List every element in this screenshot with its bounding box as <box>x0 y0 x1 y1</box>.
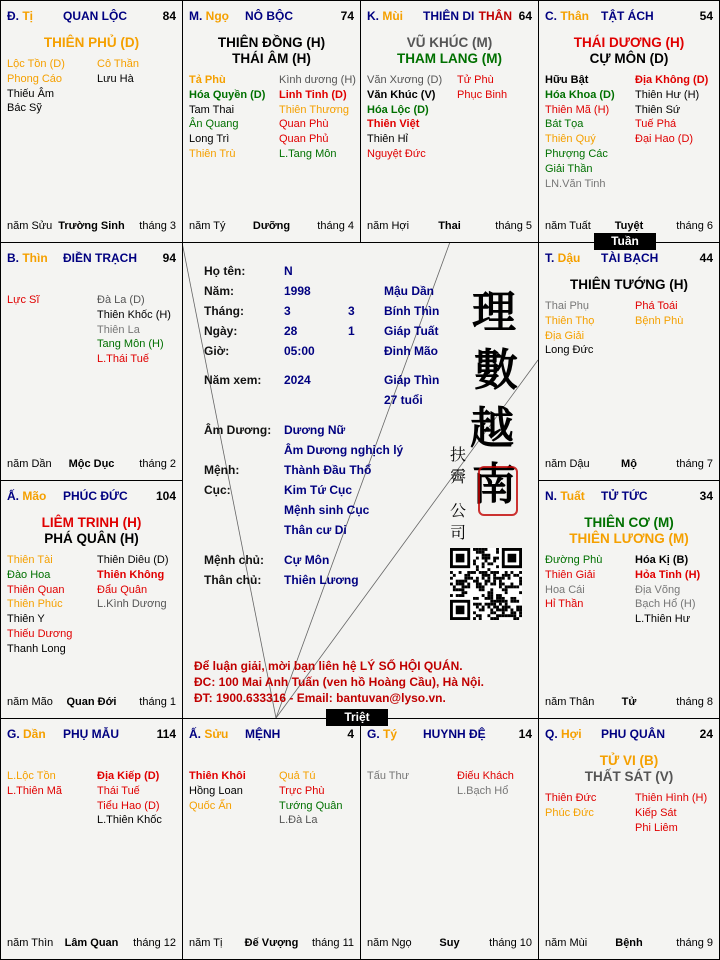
stamp-char: 公 <box>450 501 467 520</box>
info-canchi: Mậu Dần <box>384 284 435 298</box>
palace-year: năm Dần <box>7 458 52 470</box>
minor-star: Cô Thần <box>97 58 139 70</box>
main-star: THIÊN PHỦ (D) <box>43 35 140 50</box>
palace-year: năm Mùi <box>545 937 588 949</box>
palace-month: tháng 10 <box>489 937 532 949</box>
minor-star: Kình dương (H) <box>279 74 356 86</box>
palace-number: 54 <box>699 9 713 23</box>
palace-footer <box>545 220 713 234</box>
minor-star: Thiên Khốc (H) <box>97 308 171 321</box>
cuc-relation: Mệnh sinh Cục <box>284 503 370 517</box>
palace-cell[interactable] <box>538 242 720 481</box>
palace-number: 84 <box>162 9 176 23</box>
palace-cell[interactable] <box>0 718 183 960</box>
calligraphy-char: 南 <box>472 459 516 510</box>
contact-line: Để luận giải, mời bạn liên hệ LÝ SỐ HỘI QUÁN. <box>194 659 463 673</box>
stamp-char: 霽 <box>450 467 467 486</box>
info-label: Ngày: <box>204 324 238 338</box>
minor-star: Thiên Giải <box>545 568 596 581</box>
minor-star: Bạch Hổ (H) <box>635 598 696 611</box>
palace-cycle: Thai <box>438 220 461 232</box>
palace-header <box>189 725 354 741</box>
palace-header <box>7 725 176 741</box>
tuan-marker: Tuần <box>594 233 656 250</box>
minor-star: Lưu Hà <box>97 72 134 85</box>
minor-star: Hỉ Thần <box>545 598 584 611</box>
palace-header <box>545 7 713 23</box>
am-duong-relation: Âm Dương nghịch lý <box>284 443 404 457</box>
palace-cell[interactable] <box>0 480 183 719</box>
menh-value: Thành Đầu Thổ <box>284 463 372 477</box>
minor-star: Hỏa Tinh (H) <box>635 568 701 581</box>
palace-cell[interactable] <box>360 718 539 960</box>
palace-cycle: Bệnh <box>615 937 643 949</box>
palace-cycle: Mộc Dục <box>68 458 115 470</box>
minor-star: Tướng Quân <box>279 799 343 812</box>
minor-star: Long Trì <box>189 133 230 146</box>
main-star: THIÊN TƯỚNG (H) <box>570 277 688 292</box>
qr-code <box>450 548 522 620</box>
palace-year: năm Tý <box>189 220 226 232</box>
info-canchi: Đinh Mão <box>384 344 438 358</box>
palace-footer <box>7 696 176 710</box>
minor-star: Linh Tinh (D) <box>279 88 347 101</box>
palace-year: năm Ngọ <box>367 937 412 949</box>
palace-year: năm Sửu <box>7 220 53 232</box>
minor-star: Tuế Phá <box>635 118 677 131</box>
palace-cell[interactable] <box>182 718 361 960</box>
minor-star: Thiên Tài <box>7 554 53 566</box>
palace-branch: Ấ. Sửu <box>189 727 229 741</box>
minor-star: Bác Sỹ <box>7 102 42 115</box>
palace-year: năm Hợi <box>367 220 410 232</box>
main-star: THÁI DƯƠNG (H) <box>573 35 685 50</box>
palace-month: tháng 8 <box>676 696 713 708</box>
minor-star: Thiên Y <box>7 613 45 626</box>
calligraphy-char: 越 <box>470 403 514 454</box>
palace-cell[interactable] <box>538 480 720 719</box>
palace-cell[interactable] <box>182 0 361 243</box>
palace-header <box>367 7 532 23</box>
minor-star: Ân Quang <box>189 118 239 131</box>
minor-star: Hóa Quyền (D) <box>189 88 266 101</box>
triet-marker: Triệt <box>326 709 388 726</box>
menh-chu-label: Mệnh chủ: <box>204 553 264 567</box>
palace-header <box>7 487 176 503</box>
minor-star: Thiên Sứ <box>635 103 681 116</box>
minor-star: Thiên Quan <box>7 583 65 596</box>
main-star: THIÊN CƠ (M) <box>584 515 674 530</box>
palace-year: năm Thìn <box>7 937 54 949</box>
main-stars <box>539 277 719 293</box>
palace-cycle: Đế Vượng <box>244 937 299 949</box>
contact-address: ĐC: 100 Mai Anh Tuấn (ven hồ Hoàng Cầu), Hà Nội. <box>194 675 485 689</box>
minor-star: Thiên Không <box>97 568 165 581</box>
main-stars <box>539 753 719 785</box>
minor-star: Phục Binh <box>457 88 508 101</box>
info-label: Giờ: <box>204 344 230 358</box>
palace-branch: C. Thân <box>545 9 590 23</box>
than-marker: THÂN <box>478 9 512 23</box>
palace-cycle: Suy <box>439 937 460 949</box>
palace-cell[interactable] <box>0 0 183 243</box>
than-position: Thân cư Di <box>284 523 347 537</box>
info-label: Năm: <box>204 284 235 298</box>
minor-star: L.Đà La <box>279 814 318 827</box>
minor-star: Thiên La <box>97 323 140 336</box>
cuc-label: Cục: <box>204 483 231 497</box>
minor-star: Phi Liêm <box>635 821 678 834</box>
minor-star: Bệnh Phù <box>635 314 684 327</box>
main-star: THAM LANG (M) <box>397 51 502 66</box>
minor-star: Trực Phù <box>279 784 325 797</box>
palace-number: 24 <box>699 727 713 741</box>
palace-year: năm Tuất <box>545 220 591 232</box>
palace-month: tháng 5 <box>495 220 532 232</box>
minor-star: Hóa Khoa (D) <box>545 88 615 101</box>
minor-star: Thiên Khôi <box>189 770 246 782</box>
minor-star: Tiểu Hao (D) <box>97 799 160 812</box>
am-duong-label: Âm Dương: <box>204 423 272 437</box>
main-star: THIÊN LƯƠNG (M) <box>569 531 689 546</box>
minor-star: Thái Tuế <box>97 784 140 797</box>
minor-star: Quan Phủ <box>279 133 329 146</box>
minor-star: Phượng Các <box>545 147 608 160</box>
info-canchi: Bính Thìn <box>384 304 440 318</box>
info-canchi: Giáp Tuất <box>384 324 439 338</box>
minor-star: Lộc Tồn (D) <box>7 58 65 70</box>
palace-branch: T. Dậu <box>545 251 581 265</box>
palace-name: TẬT ÁCH <box>601 9 654 23</box>
calligraphy-char: 數 <box>474 345 518 396</box>
minor-star: Phong Cáo <box>7 72 63 85</box>
main-stars <box>361 35 538 67</box>
main-stars <box>539 515 719 547</box>
minor-star: Quả Tú <box>279 770 316 782</box>
palace-cell[interactable] <box>0 242 183 481</box>
palace-name: TÀI BẠCH <box>601 251 659 265</box>
info-lunar-value: 1 <box>348 324 355 338</box>
palace-branch: Q. Hợi <box>545 727 582 741</box>
info-value: 1998 <box>284 284 311 298</box>
minor-star: Thiếu Dương <box>7 627 73 640</box>
minor-star: Văn Khúc (V) <box>367 88 436 101</box>
red-stamp <box>478 466 518 516</box>
palace-name: HUYNH ĐỆ <box>423 727 486 741</box>
palace-header <box>367 725 532 741</box>
palace-number: 114 <box>156 727 176 741</box>
palace-number: 104 <box>155 489 176 503</box>
minor-star: Thiên Hỉ <box>367 133 408 146</box>
palace-footer <box>545 696 713 710</box>
minor-star: Đào Hoa <box>7 568 51 581</box>
palace-number: 44 <box>699 251 713 265</box>
info-value: 2024 <box>284 373 311 387</box>
minor-star: Hồng Loan <box>189 784 243 797</box>
palace-month: tháng 2 <box>139 458 176 470</box>
minor-star: Lực Sĩ <box>7 294 40 306</box>
stamp-char: 司 <box>450 523 467 542</box>
palace-cycle: Dưỡng <box>252 220 291 232</box>
main-stars <box>1 35 182 51</box>
stamp-char: 扶 <box>450 445 467 464</box>
palace-branch: B. Thìn <box>7 251 48 265</box>
main-star: LIÊM TRINH (H) <box>41 515 142 530</box>
than-chu-value: Thiên Lương <box>284 573 359 587</box>
than-chu-label: Thân chủ: <box>204 573 262 587</box>
am-duong-value: Dương Nữ <box>284 423 346 437</box>
minor-star: Thiên Việt <box>367 118 420 131</box>
palace-cycle: Lâm Quan <box>64 937 119 949</box>
info-lunar-value: 3 <box>348 304 355 318</box>
palace-number: 4 <box>347 727 354 741</box>
main-star: TỬ VI (B) <box>599 753 659 768</box>
minor-star: Văn Xương (D) <box>367 74 443 86</box>
palace-footer <box>189 220 354 234</box>
main-stars <box>1 515 182 547</box>
palace-header <box>545 249 713 265</box>
palace-number: 94 <box>162 251 176 265</box>
palace-cycle: Mộ <box>621 458 637 470</box>
palace-header <box>7 7 176 23</box>
palace-month: tháng 9 <box>676 937 713 949</box>
minor-star: LN.Văn Tinh <box>545 177 606 190</box>
palace-branch: Đ. Tị <box>7 9 34 23</box>
palace-month: tháng 12 <box>133 937 176 949</box>
palace-footer <box>367 220 532 234</box>
palace-month: tháng 4 <box>317 220 354 232</box>
minor-star: Thiên Trù <box>189 147 236 160</box>
palace-name: TỬ TỨC <box>601 489 648 503</box>
palace-name: ĐIỀN TRẠCH <box>63 251 137 265</box>
palace-branch: G. Tý <box>367 727 398 741</box>
minor-star: Đà La (D) <box>97 294 145 306</box>
palace-month: tháng 1 <box>139 696 176 708</box>
palace-name: PHỤ MẪU <box>63 727 119 741</box>
palace-year: năm Mão <box>7 696 53 708</box>
minor-star: Bát Tọa <box>545 118 584 131</box>
palace-month: tháng 3 <box>139 220 176 232</box>
palace-footer <box>7 458 176 472</box>
minor-star: Thiên Hình (H) <box>635 792 708 804</box>
minor-star: Hữu Bật <box>545 74 589 86</box>
palace-number: 74 <box>340 9 354 23</box>
palace-number: 64 <box>518 9 532 23</box>
minor-star: Quốc Ấn <box>189 799 232 812</box>
age-value: 27 tuổi <box>384 393 423 407</box>
info-label: Năm xem: <box>204 373 262 387</box>
palace-header <box>545 487 713 503</box>
palace-cycle: Trường Sinh <box>58 220 125 232</box>
main-star: CỰ MÔN (D) <box>589 51 669 66</box>
minor-star: Long Đức <box>545 344 594 357</box>
minor-star: Thiên Phúc <box>7 598 63 611</box>
palace-number: 14 <box>518 727 532 741</box>
minor-star: Thiên Quý <box>545 133 596 146</box>
palace-cell[interactable] <box>360 0 539 243</box>
minor-star: Địa Võng <box>635 583 681 596</box>
palace-cycle: Quan Đới <box>66 696 117 708</box>
minor-star: Đại Hao (D) <box>635 133 694 146</box>
palace-footer <box>367 937 532 951</box>
minor-star: Hóa Kị (B) <box>635 554 689 566</box>
info-value: N <box>284 264 293 278</box>
minor-star: Tam Thai <box>189 103 235 116</box>
main-star: THẤT SÁT (V) <box>584 769 674 784</box>
cuc-value: Kim Tứ Cục <box>284 483 353 497</box>
minor-star: Phá Toái <box>635 300 678 312</box>
palace-name: QUAN LỘC <box>63 9 127 23</box>
minor-star: Tấu Thư <box>367 770 410 782</box>
minor-star: Thiên Diêu (D) <box>97 554 169 566</box>
palace-branch: M. Ngọ <box>189 9 229 23</box>
palace-branch: Ấ. Mão <box>7 489 47 503</box>
minor-star: Tang Môn (H) <box>97 338 164 351</box>
palace-name: THIÊN DI <box>423 9 475 23</box>
palace-year: năm Tị <box>189 937 223 949</box>
palace-name: PHÚC ĐỨC <box>63 489 128 503</box>
info-value: 05:00 <box>284 344 315 358</box>
calligraphy-char: 理 <box>472 287 516 338</box>
minor-star: L.Thiên Hư <box>635 613 691 626</box>
palace-number: 34 <box>699 489 713 503</box>
minor-star: Quan Phù <box>279 118 329 131</box>
palace-footer <box>545 937 713 951</box>
palace-cycle: Tuyệt <box>614 220 644 232</box>
minor-star: Thiên Mã (H) <box>545 103 610 116</box>
main-star: THIÊN ĐỒNG (H) <box>217 35 326 50</box>
minor-star: Thanh Long <box>7 642 66 655</box>
minor-star: L.Thiên Khốc <box>97 814 162 827</box>
minor-star: Tử Phù <box>457 74 494 86</box>
main-star: PHÁ QUÂN (H) <box>44 531 139 546</box>
minor-star: L.Kình Dương <box>97 598 167 611</box>
palace-cycle: Tử <box>621 696 637 708</box>
minor-star: Thiếu Âm <box>7 87 55 100</box>
minor-star: Giải Thần <box>545 162 593 175</box>
minor-star: Đường Phù <box>545 554 603 566</box>
contact-phone-email[interactable]: ĐT: 1900.633316 - Email: bantuvan@lyso.vn. <box>194 691 446 705</box>
menh-chu-value: Cự Môn <box>284 553 330 567</box>
palace-name: MỆNH <box>245 727 281 741</box>
palace-footer <box>545 458 713 472</box>
minor-star: Thiên Thương <box>279 103 350 116</box>
palace-header <box>189 7 354 23</box>
minor-star: L.Tang Môn <box>279 147 337 160</box>
center-info-panel <box>182 242 538 718</box>
minor-star: Thai Phụ <box>545 300 590 312</box>
minor-star: Thiên Thọ <box>545 314 595 327</box>
palace-month: tháng 6 <box>676 220 713 232</box>
minor-star: Điếu Khách <box>457 770 514 782</box>
palace-name: NÔ BỘC <box>245 9 293 23</box>
palace-header <box>7 249 176 265</box>
info-value: 3 <box>284 304 291 318</box>
info-label: Họ tên: <box>204 264 246 278</box>
minor-star: Phúc Đức <box>545 806 594 819</box>
palace-footer <box>7 937 176 951</box>
minor-star: L.Thiên Mã <box>7 784 63 797</box>
palace-footer <box>189 937 354 951</box>
minor-star: Thiên Đức <box>545 792 597 804</box>
minor-star: L.Lộc Tồn <box>7 770 56 782</box>
main-stars <box>183 35 360 67</box>
main-star: VŨ KHÚC (M) <box>406 35 493 50</box>
minor-star: Địa Kiếp (D) <box>97 770 160 782</box>
palace-branch: K. Mùi <box>367 9 404 23</box>
palace-year: năm Thân <box>545 696 595 708</box>
minor-star: L.Bạch Hổ <box>457 784 509 797</box>
palace-cell[interactable] <box>538 718 720 960</box>
palace-cell[interactable] <box>538 0 720 243</box>
palace-footer <box>7 220 176 234</box>
palace-header <box>545 725 713 741</box>
minor-star: Hóa Lộc (D) <box>367 103 429 116</box>
info-value: 28 <box>284 324 298 338</box>
main-star: THÁI ÂM (H) <box>232 51 311 66</box>
menh-label: Mệnh: <box>204 463 240 477</box>
info-label: Tháng: <box>204 304 244 318</box>
minor-star: Nguyệt Đức <box>367 147 426 160</box>
palace-year: năm Dậu <box>545 458 590 470</box>
main-stars <box>539 35 719 67</box>
minor-star: Đẩu Quân <box>97 583 148 596</box>
minor-star: Thiên Hư (H) <box>635 88 700 101</box>
palace-month: tháng 11 <box>311 937 354 949</box>
palace-name: PHU QUÂN <box>601 727 666 741</box>
minor-star: L.Thái Tuế <box>97 353 149 366</box>
minor-star: Kiếp Sát <box>635 806 677 819</box>
minor-star: Địa Không (D) <box>635 74 709 86</box>
palace-month: tháng 7 <box>676 458 713 470</box>
palace-branch: N. Tuất <box>545 489 585 503</box>
minor-star: Hoa Cái <box>545 583 585 596</box>
minor-star: Tả Phù <box>189 74 226 86</box>
info-canchi: Giáp Thìn <box>384 373 440 387</box>
minor-star: Địa Giải <box>545 329 585 342</box>
palace-branch: G. Dần <box>7 727 46 741</box>
